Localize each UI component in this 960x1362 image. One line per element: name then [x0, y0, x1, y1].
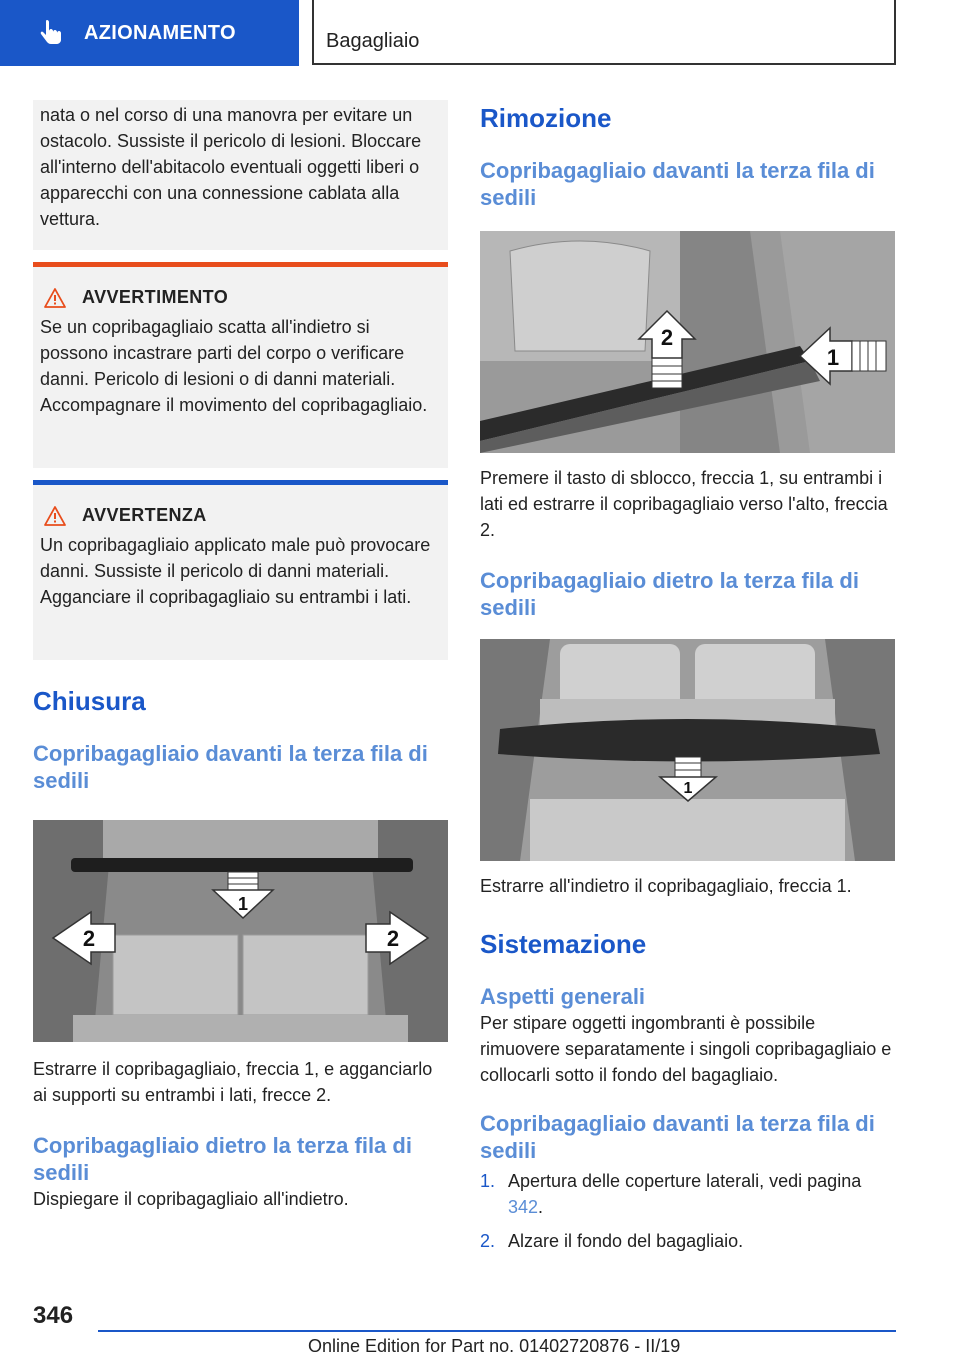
warning-title: AVVERTIMENTO: [82, 287, 229, 307]
page-number: 346: [33, 1302, 74, 1329]
step-number: 1.: [480, 1171, 496, 1191]
caution-box: [33, 480, 448, 660]
caution-title: AVVERTENZA: [82, 505, 207, 525]
footer-edition: Online Edition for Part no. 01402720876 - II/19: [308, 1336, 681, 1356]
chapter-header: [312, 0, 896, 65]
figure-closing-front: [33, 820, 448, 1042]
heading-front-closing: Copribagagliaio davanti la terza fila di sedili: [33, 741, 428, 793]
figure-label: 2: [660, 325, 674, 350]
caption-removal-behind: Estrarre all'indietro il copribagagliaio, freccia 1.: [480, 876, 852, 896]
heading-sistemazione: Sistemazione: [480, 929, 647, 959]
warning-box: [33, 262, 448, 468]
continued-warning-box: [33, 100, 448, 250]
heading-behind-closing: Copribagagliaio dietro la terza fila di sedili: [33, 1133, 412, 1185]
step-text-after: .: [538, 1197, 544, 1217]
list-item: [480, 1168, 895, 1220]
figure-removal-front: [480, 231, 895, 453]
figure-removal-behind: [480, 639, 895, 861]
caption-removal-front: Premere il tasto di sblocco, freccia 1, su entrambi i lati ed estrarre il copribagagliaio verso l'alto, freccia 2.: [480, 468, 888, 540]
text-behind-closing: Dispiegare il copribagagliaio all'indietro.: [33, 1189, 349, 1209]
chapter-label: Bagagliaio: [326, 30, 420, 52]
step-text: Alzare il fondo del bagagliaio.: [508, 1231, 744, 1251]
warning-triangle-icon: [44, 288, 66, 308]
figure-label: 2: [386, 926, 400, 951]
heading-chiusura: Chiusura: [33, 686, 146, 716]
heading-behind-removal: Copribagagliaio dietro la terza fila di sedili: [480, 568, 859, 620]
right-column: [480, 100, 895, 1254]
figure-label: 1: [237, 894, 249, 914]
caution-triangle-icon: [44, 506, 66, 526]
heading-rimozione: Rimozione: [480, 103, 612, 133]
caption-closing-front: Estrarre il copribagagliaio, freccia 1, e agganciarlo ai supporti su entrambi i lati, frecce 2.: [33, 1059, 433, 1105]
hand-pointer-icon: [38, 20, 64, 46]
figure-label: 1: [826, 345, 840, 370]
step-text: Apertura delle coperture laterali, vedi pagina: [508, 1171, 862, 1191]
text-aspetti-generali: Per stipare oggetti ingombranti è possibile rimuovere separatamente i singoli copribagagliaio e collocarli sotto il fondo del bagagliaio.: [480, 1013, 892, 1085]
section-tab[interactable]: [0, 0, 299, 66]
step-number: 2.: [480, 1231, 496, 1251]
heading-front-removal: Copribagagliaio davanti la terza fila di sedili: [480, 158, 875, 210]
section-label: AZIONAMENTO: [84, 21, 236, 44]
heading-front-storage: Copribagagliaio davanti la terza fila di sedili: [480, 1111, 875, 1163]
list-item: [480, 1228, 895, 1254]
figure-label: 1: [683, 780, 693, 797]
heading-aspetti-generali: Aspetti generali: [480, 984, 646, 1009]
warning-text: Se un copribagagliaio scatta all'indietro si possono incastrare parti del corpo o verificare danni. Pericolo di lesioni o di danni materiali. Accompagnare il movimento del copribagagliaio.: [40, 317, 428, 415]
caution-text: Un copribagagliaio applicato male può provocare danni. Sussiste il pericolo di danni materiali. Agganciare il copribagagliaio su entrambi i lati.: [40, 535, 431, 607]
figure-label: 2: [82, 926, 96, 951]
left-column: [33, 100, 448, 1212]
footer-divider: [98, 1330, 896, 1332]
steps-list: [480, 1168, 895, 1254]
continued-text: nata o nel corso di una manovra per evitare un ostacolo. Sussiste il pericolo di lesioni. Bloccare all'interno dell'abitacolo eventuali oggetti liberi o apparecchi con una connessione cablata alla vettura.: [40, 105, 422, 229]
page-link[interactable]: 342: [508, 1197, 539, 1217]
